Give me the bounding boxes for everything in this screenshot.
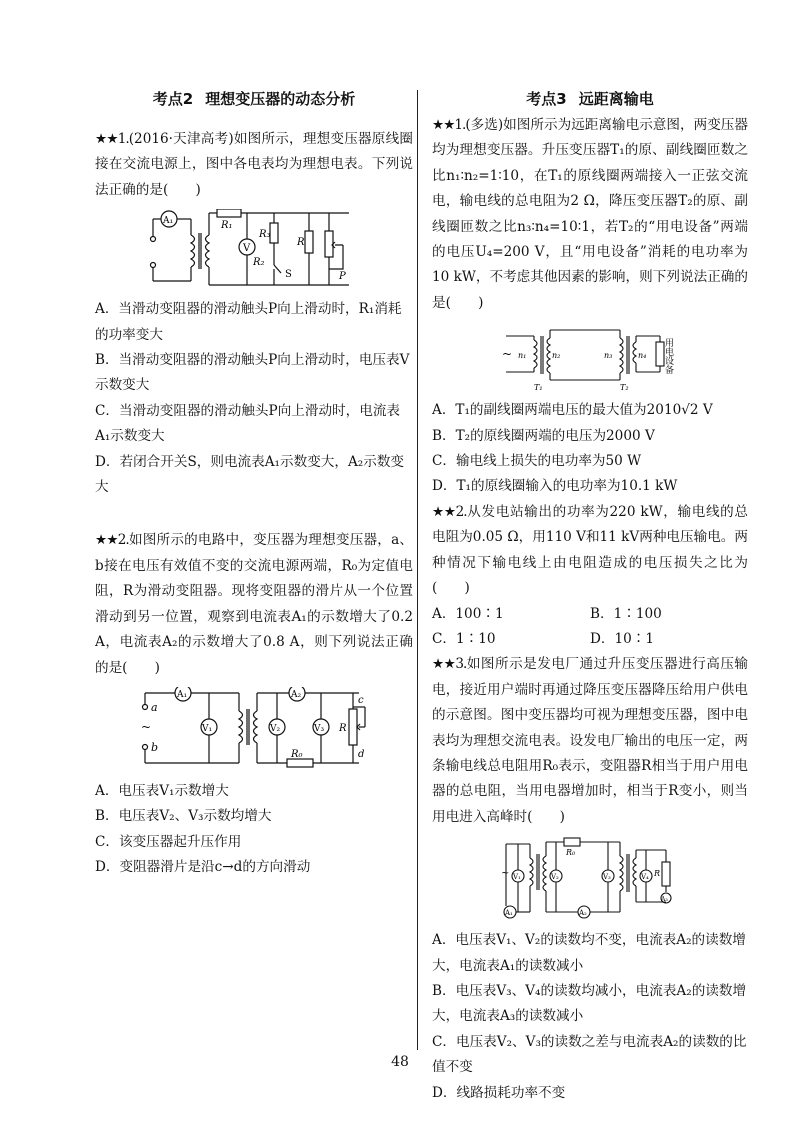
left-column [95, 85, 413, 881]
option-d[interactable]: D．10∶1 [590, 630, 655, 647]
svg-text:~: ~ [502, 347, 513, 362]
svg-text:a: a [151, 700, 158, 714]
question-stem: ★★1.(多选)如图所示为远距离输电示意图，两变压器均为理想变压器。升压变压器T₁的原、副线圈匝数之比n₁∶n₂=1∶10，在T₁的原线圈两端接入一正弦交流电，输电线的总电阻为2 Ω，降压变压器T₂的原、副线圈匝数之比n₃∶n₄=10∶1，若T₂的“用电设备”两端的电压U₄=200 V，且“用电设备”消耗的电功率为10 kW，不考虑其他因素的影响，则下列说法正确的是( ) [432, 117, 748, 311]
option-a[interactable]: A．电压表V₁示数增大 [95, 782, 229, 799]
svg-text:V₃: V₃ [314, 723, 325, 734]
page-number: 48 [391, 1054, 409, 1070]
svg-text:R₀: R₀ [566, 848, 576, 858]
svg-text:A₃: A₃ [661, 896, 668, 904]
option-b[interactable]: B．电压表V₃、V₄的读数均减小，电流表A₂的读数增大，电流表A₃的读数减小 [432, 982, 747, 1025]
svg-text:V₃: V₃ [603, 873, 611, 882]
svg-text:A₁: A₁ [177, 689, 188, 700]
svg-text:R₂: R₂ [253, 257, 265, 269]
question-stem: ★★2.从发电站输出的功率为220 kW，输电线的总电阻为0.05 Ω，用110 V和11 kV两种电压输电。两种情况下输电线上由电阻造成的电压损失之比为( ) [432, 503, 749, 597]
svg-text:b: b [151, 740, 159, 754]
question-stem: ★★2.如图所示的电路中，变压器为理想变压器，a、b接在电压有效值不变的交流电源两端，R₀为定值电阻，R为滑动变阻器。现将变阻器的滑片从一个位置滑动到另一位置，观察到电流表A₁的示数增大了0.2 A，电流表A₂的示数增大了0.8 A，则下列说法正确的是( ) [95, 532, 413, 676]
circuit-figure-rheostat [139, 687, 369, 773]
svg-text:T₂: T₂ [620, 383, 629, 393]
option-c[interactable]: C．电压表V₂、V₃的读数之差与电流表A₂的读数的比值不变 [432, 1033, 747, 1076]
option-d[interactable]: D．若闭合开关S，则电流表A₁示数变大，A₂示数变大 [95, 453, 405, 496]
svg-text:n₃: n₃ [604, 351, 613, 361]
option-d[interactable]: D．T₁的原线圈输入的电功率为10.1 kW [432, 478, 678, 495]
column-divider [417, 90, 418, 1050]
section-title-2: 考点2 理想变压器的动态分析 [152, 90, 356, 108]
svg-text:V₂: V₂ [270, 723, 281, 734]
option-b[interactable]: B．电压表V₂、V₃示数均增大 [95, 808, 272, 825]
option-b[interactable]: B．T₂的原线圈两端的电压为2000 V [432, 427, 655, 444]
circuit-figure-transformer [149, 209, 359, 291]
option-c[interactable]: C．当滑动变阻器的滑动触头P向上滑动时，电流表A₁示数变大 [95, 402, 401, 445]
option-b[interactable]: B．1∶100 [590, 605, 662, 622]
label-a1: A₁ [163, 216, 174, 227]
svg-text:用电设备: 用电设备 [663, 338, 673, 375]
svg-text:V: V [243, 243, 251, 255]
svg-text:n₂: n₂ [552, 351, 561, 361]
svg-text:~: ~ [501, 868, 510, 880]
svg-text:R: R [297, 237, 305, 249]
svg-text:V₄: V₄ [641, 873, 649, 882]
svg-text:T₁: T₁ [534, 383, 543, 393]
options-grid [432, 602, 748, 653]
svg-text:c: c [358, 694, 364, 706]
svg-text:V₁: V₁ [513, 873, 521, 882]
svg-text:A₂: A₂ [291, 689, 302, 700]
svg-text:P: P [339, 271, 346, 283]
option-c[interactable]: C．该变压器起升压作用 [95, 833, 242, 850]
option-a[interactable]: A．当滑动变阻器的滑动触头P向上滑动时，R₁消耗的功率变大 [95, 301, 402, 343]
svg-text:R₃: R₃ [259, 229, 271, 241]
svg-text:n₄: n₄ [638, 351, 647, 361]
svg-text:R₀: R₀ [291, 748, 303, 760]
right-column [432, 85, 748, 1106]
power-plant-figure [500, 836, 680, 922]
option-a[interactable]: A．电压表V₁、V₂的读数均不变，电流表A₂的读数增大，电流表A₁的读数减小 [432, 932, 746, 974]
transmission-figure [500, 322, 680, 392]
question-stem: ★★1.(2016·天津高考)如图所示，理想变压器原线圈接在交流电源上，图中各电表均为理想电表。下列说法正确的是( ) [95, 131, 413, 198]
option-b[interactable]: B．当滑动变阻器的滑动触头P向上滑动时，电压表V示数变大 [95, 352, 410, 394]
svg-text:d: d [358, 748, 365, 760]
svg-text:R: R [339, 722, 347, 734]
svg-text:R₁: R₁ [221, 220, 233, 232]
option-d[interactable]: D．变阻器滑片是沿c→d的方向滑动 [95, 859, 311, 876]
svg-text:S: S [285, 269, 292, 281]
option-a[interactable]: A．T₁的副线圈两端电压的最大值为2010√2 V [432, 402, 713, 419]
option-a[interactable]: A．100∶1 [432, 605, 504, 622]
svg-text:n₁: n₁ [518, 351, 527, 361]
option-c[interactable]: C．1∶10 [432, 630, 496, 647]
section-title-3: 考点3 远距离输电 [526, 90, 654, 108]
svg-text:V₂: V₂ [551, 873, 559, 882]
svg-text:A₁: A₁ [505, 909, 513, 918]
svg-text:~: ~ [141, 719, 152, 734]
svg-text:A₂: A₂ [579, 909, 587, 918]
option-c[interactable]: C．输电线上损失的电功率为50 W [432, 453, 642, 470]
svg-text:V₁: V₁ [202, 723, 213, 734]
option-d[interactable]: D．线路损耗功率不变 [432, 1084, 566, 1101]
svg-text:R: R [654, 869, 661, 879]
question-stem: ★★3.如图所示是发电厂通过升压变压器进行高压输电，接近用户端时再通过降压变压器降压给用户供电的示意图。图中变压器均可视为理想变压器，图中电表均为理想交流电表。设发电厂输出的电压一定，两条输电线总电阻用R₀表示，变阻器R相当于用户用电器的总电阻，当用电器增加时，相当于R变小，则当用电进入高峰时( ) [432, 656, 749, 825]
